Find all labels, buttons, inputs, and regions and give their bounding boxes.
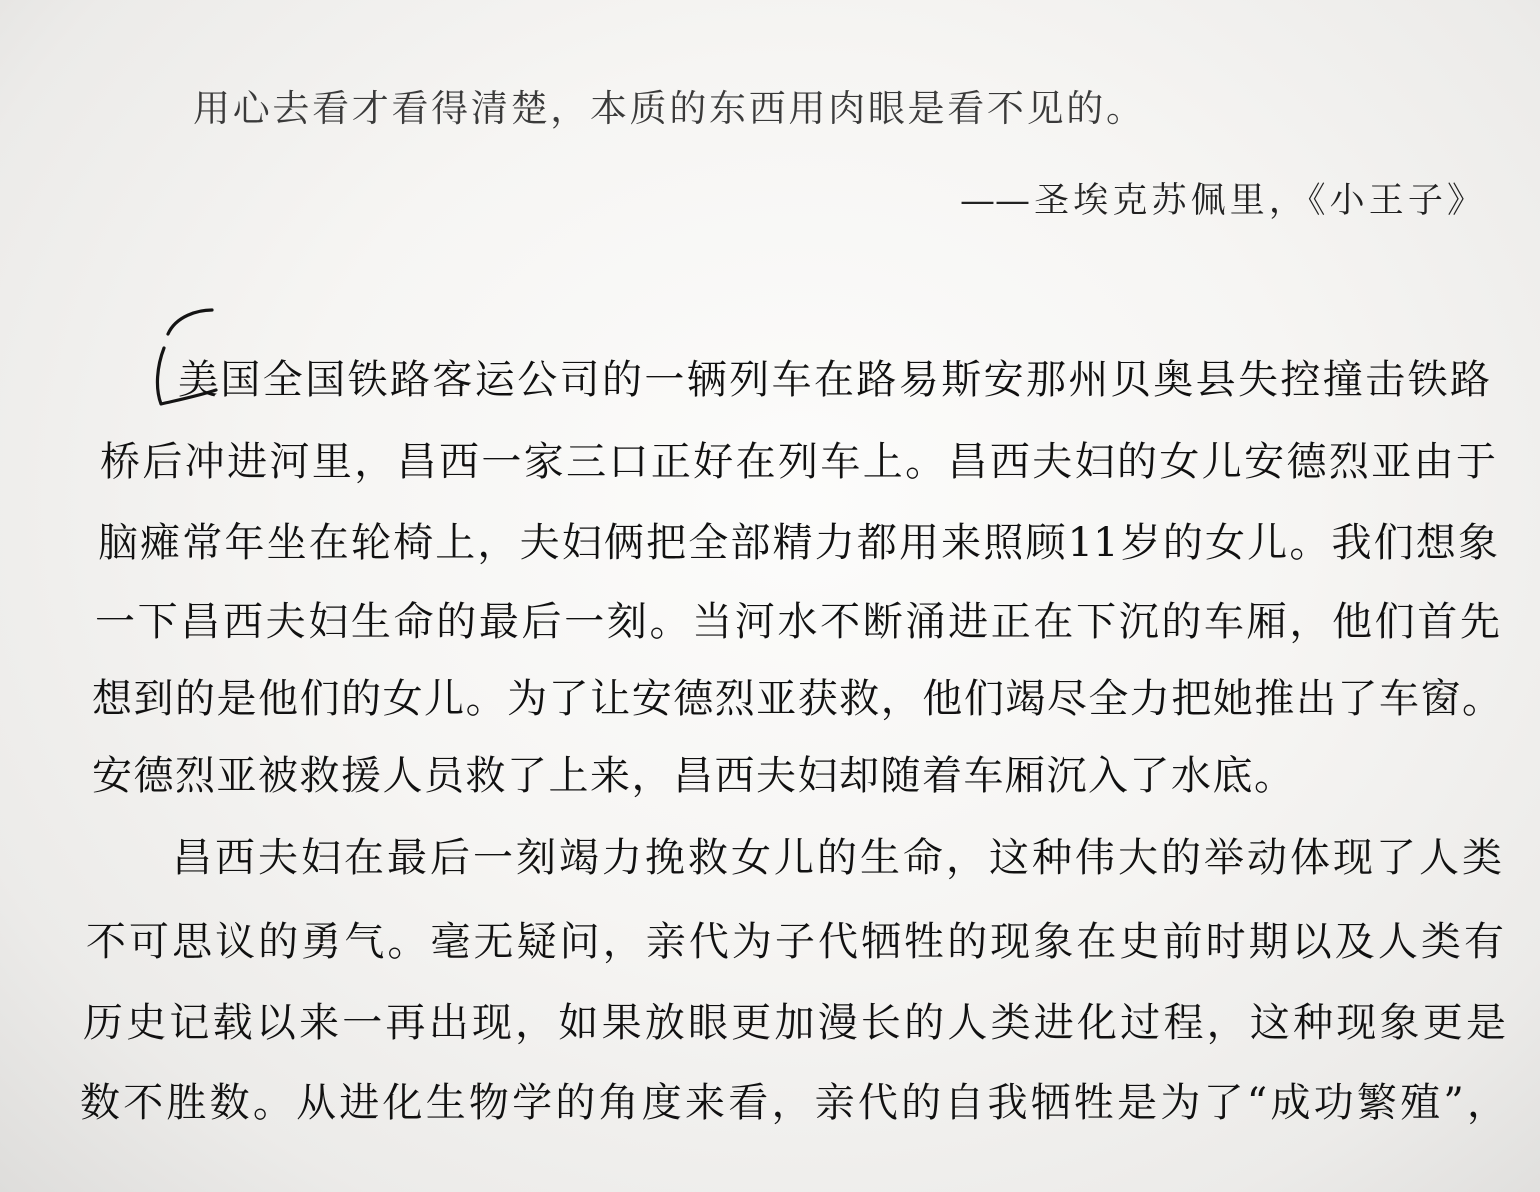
paragraph-line: 不可思议的勇气。毫无疑问，亲代为子代牺牲的现象在史前时期以及人类有	[86, 919, 1504, 965]
paragraph-line: 数不胜数。从进化生物学的角度来看，亲代的自我牺牲是为了“成功繁殖”，	[80, 1080, 1507, 1126]
paragraph-line: 想到的是他们的女儿。为了让安德烈亚获救，他们竭尽全力把她推出了车窗。	[92, 676, 1502, 722]
paragraph-line: 安德烈亚被救援人员救了上来，昌西夫妇却随着车厢沉入了水底。	[92, 753, 1296, 799]
paragraph-line: 脑瘫常年坐在轮椅上，夫妇俩把全部精力都用来照顾11岁的女儿。我们想象	[98, 520, 1498, 566]
epigraph-quote: 用心去看才看得清楚，本质的东西用肉眼是看不见的。	[193, 87, 1143, 130]
paragraph-line: 一下昌西夫妇生命的最后一刻。当河水不断涌进正在下沉的车厢，他们首先	[95, 599, 1500, 645]
paragraph-line: 历史记载以来一再出现，如果放眼更加漫长的人类进化过程，这种现象更是	[83, 1000, 1506, 1046]
paragraph-line: 美国全国铁路客运公司的一辆列车在路易斯安那州贝奥县失控撞击铁路	[178, 357, 1490, 403]
paragraph-line: 昌西夫妇在最后一刻竭力挽救女儿的生命，这种伟大的举动体现了人类	[172, 835, 1502, 881]
paragraph-line: 桥后冲进河里，昌西一家三口正好在列车上。昌西夫妇的女儿安德烈亚由于	[100, 439, 1496, 485]
epigraph-attribution: ——圣埃克苏佩里，《小王子》	[960, 181, 1482, 221]
